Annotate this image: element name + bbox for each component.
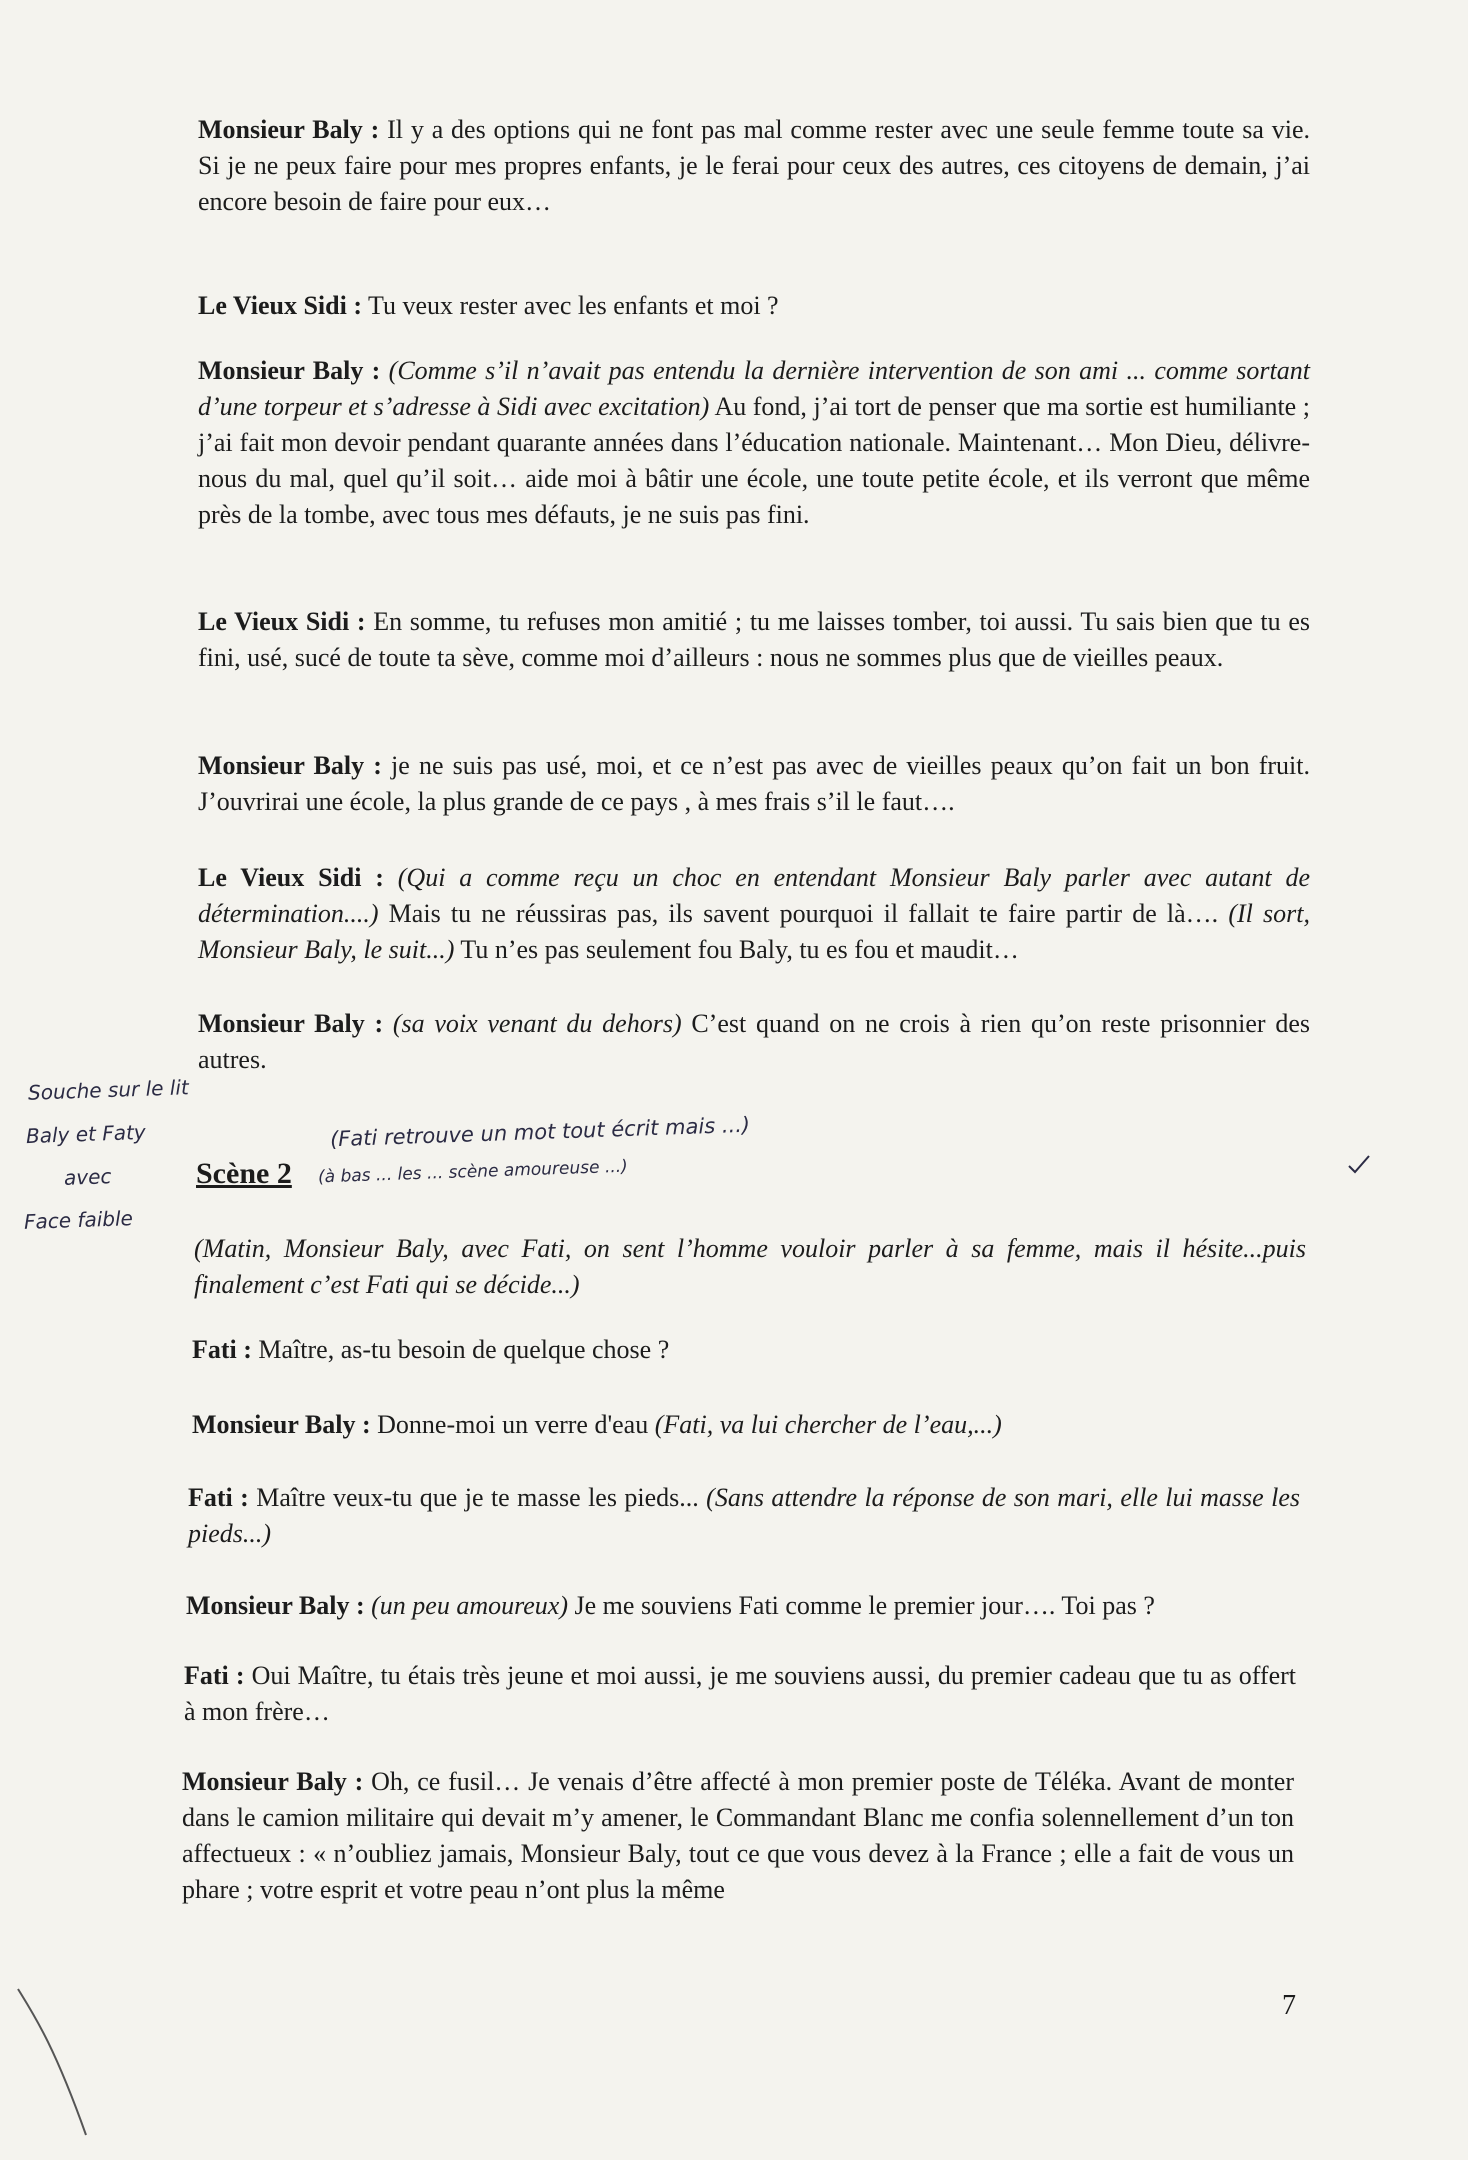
stage-direction-text: (Fati, va lui chercher de l’eau,...): [654, 1410, 1002, 1439]
dialogue-text: Tu n’es pas seulement fou Baly, tu es fou et maudit…: [454, 935, 1019, 964]
dialogue-text: Oh, ce fusil… Je venais d’être affecté à mon premier poste de Téléka. Avant de monter dans le camion militaire qui devait m’y amener, le Commandant Blanc me confia solennellement d’un ton affectueux : « n’oubliez jamais, Monsieur Baly, tout ce que vous devez à la France ; elle a fait de vous un phare ; votre esprit et votre peau n’ont plus la même: [182, 1767, 1294, 1904]
speaker-name: Monsieur Baly :: [198, 751, 382, 780]
speaker-name: Monsieur Baly :: [198, 356, 381, 385]
stage-direction-text: (Sans attendre la réponse de son mari, elle lui masse les pieds...): [188, 1483, 1300, 1548]
stage-direction-text: (sa voix venant du dehors): [383, 1009, 682, 1038]
dialogue-text: C’est quand on ne crois à rien qu’on reste prisonnier des autres.: [198, 1009, 1310, 1074]
speaker-name: Monsieur Baly :: [198, 115, 380, 144]
dialogue-paragraph: [192, 1332, 1304, 1368]
dialogue-paragraph: [182, 1764, 1294, 1908]
dialogue-text: En somme, tu refuses mon amitié ; tu me laisses tomber, toi aussi. Tu sais bien que tu es fini, usé, sucé de toute ta sève, comme moi d’ailleurs : nous ne sommes plus que de vieilles peaux.: [198, 607, 1310, 672]
dialogue-paragraph: [188, 1480, 1300, 1552]
dialogue-paragraph: [198, 288, 1310, 324]
dialogue-text: Mais tu ne réussiras pas, ils savent pourquoi il fallait te faire partir de là….: [378, 899, 1229, 928]
dialogue-text: Donne-moi un verre d'eau: [370, 1410, 655, 1439]
dialogue-text: je ne suis pas usé, moi, et ce n’est pas avec de vieilles peaux qu’on fait un bon fruit. J’ouvrirai une école, la plus grande de ce pays , à mes frais s’il le faut….: [198, 751, 1310, 816]
dialogue-paragraph: [184, 1658, 1296, 1730]
dialogue-paragraph: [198, 748, 1310, 820]
checkmark-icon: [1345, 1150, 1375, 1180]
dialogue-text: Maître, as-tu besoin de quelque chose ?: [251, 1335, 670, 1364]
stage-direction-text: (Comme s’il n’avait pas entendu la dernière intervention de son ami ... comme sortant d’une torpeur et s’adresse à Sidi avec excitation): [198, 356, 1310, 421]
handwritten-margin-note: Face faible: [23, 1206, 134, 1234]
speaker-name: Le Vieux Sidi :: [198, 291, 362, 320]
speaker-name: Monsieur Baly :: [192, 1410, 371, 1439]
dialogue-text: Au fond, j’ai tort de penser que ma sortie est humiliante ; j’ai fait mon devoir pendant quarante années dans l’éducation nationale. Maintenant… Mon Dieu, délivre-nous du mal, quel qu’il soit… aide moi à bâtir une école, une toute petite école, et ils verront que même près de la tombe, avec tous mes défauts, je ne suis pas fini.: [198, 392, 1310, 529]
speaker-name: Fati :: [188, 1483, 249, 1512]
handwritten-scene-note: (Fati retrouve un mot tout écrit mais ...): [329, 1112, 751, 1152]
dialogue-text: Je me souviens Fati comme le premier jour…. Toi pas ?: [568, 1591, 1155, 1620]
page-number: 7: [1282, 1990, 1296, 2021]
dialogue-text: Il y a des options qui ne font pas mal comme rester avec une seule femme toute sa vie. Si je ne peux faire pour mes propres enfants, je le ferai pour ceux des autres, ces citoyens de demain, j’ai encore besoin de faire pour eux…: [198, 115, 1310, 216]
handwritten-margin-note: avec: [63, 1164, 112, 1190]
scene-title: Scène 2: [196, 1157, 292, 1190]
handwritten-scene-note: (à bas ... les ... scène amoureuse ...): [317, 1156, 629, 1188]
stage-direction-text: (Matin, Monsieur Baly, avec Fati, on sent l’homme vouloir parler à sa femme, mais il hésite...puis finalement c’est Fati qui se décide...): [194, 1234, 1306, 1299]
speaker-name: Monsieur Baly :: [198, 1009, 384, 1038]
speaker-name: Fati :: [192, 1335, 252, 1364]
dialogue-paragraph: [198, 860, 1310, 968]
dialogue-text: Tu veux rester avec les enfants et moi ?: [361, 291, 779, 320]
handwritten-margin-note: Souche sur le lit: [27, 1075, 190, 1105]
speaker-name: Le Vieux Sidi :: [198, 863, 384, 892]
dialogue-paragraph: [186, 1588, 1298, 1624]
speaker-name: Fati :: [184, 1661, 245, 1690]
dialogue-text: Oui Maître, tu étais très jeune et moi aussi, je me souviens aussi, du premier cadeau que tu as offert à mon frère…: [184, 1661, 1296, 1726]
stage-direction-text: (Qui a comme reçu un choc en entendant Monsieur Baly parler avec autant de détermination....): [198, 863, 1310, 928]
speaker-name: Le Vieux Sidi :: [198, 607, 366, 636]
dialogue-paragraph: [198, 353, 1310, 533]
dialogue-paragraph: [198, 112, 1310, 220]
speaker-name: Monsieur Baly :: [182, 1767, 364, 1796]
dialogue-paragraph: [198, 604, 1310, 676]
dialogue-text: Maître veux-tu que je te masse les pieds...: [248, 1483, 707, 1512]
handwritten-margin-note: Baly et Faty: [25, 1119, 147, 1149]
stage-direction: [194, 1231, 1306, 1303]
dialogue-paragraph: [198, 1006, 1310, 1078]
scan-edge-mark: [14, 1985, 94, 2155]
stage-direction-text: (un peu amoureux): [364, 1591, 569, 1620]
dialogue-paragraph: [192, 1407, 1304, 1443]
speaker-name: Monsieur Baly :: [186, 1591, 365, 1620]
stage-direction-text: (Il sort, Monsieur Baly, le suit...): [198, 899, 1310, 964]
